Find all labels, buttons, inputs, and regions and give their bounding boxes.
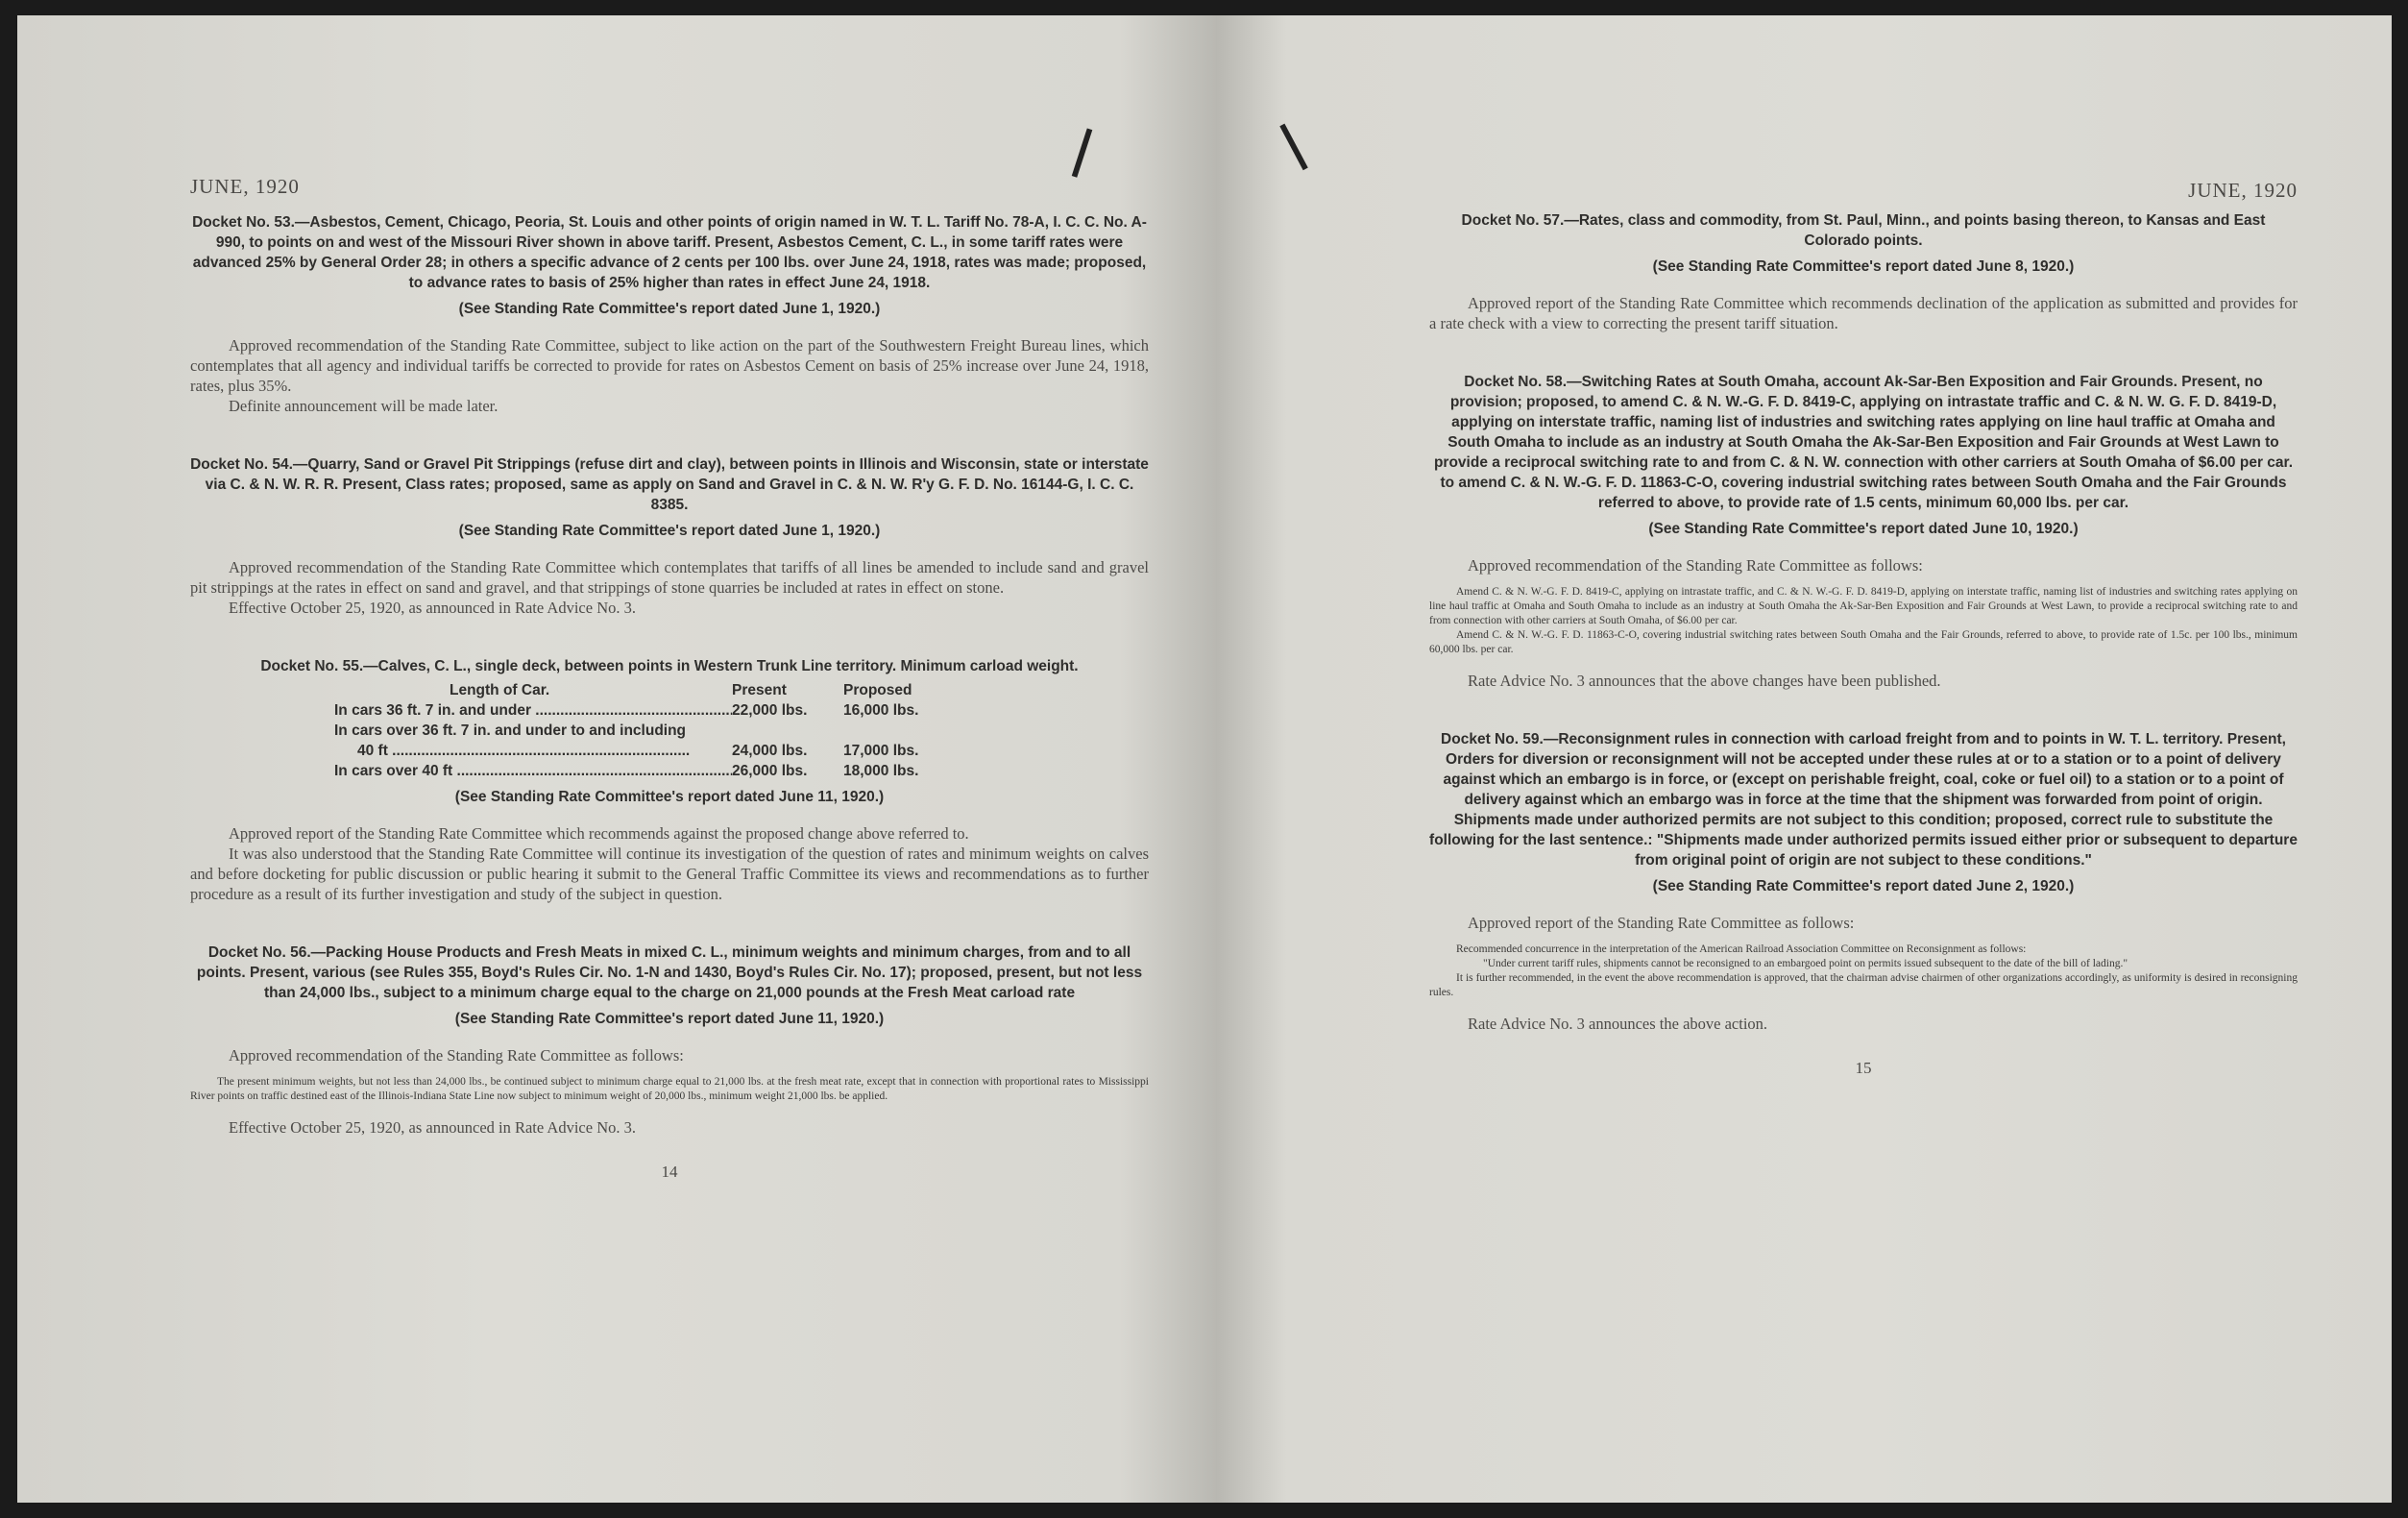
table-cell: In cars over 36 ft. 7 in. and under to and including (334, 722, 687, 739)
docket-body: Approved report of the Standing Rate Committee which recommends declination of the application as submitted and provides for a rate check with a view to correcting the present tariff situation. (1429, 294, 2298, 332)
docket-heading: Docket No. 53.—Asbestos, Cement, Chicago, Peoria, St. Louis and other points of origin named in W. T. L. Tariff No. 78-A, I. C. C. No. A-990, to points on and west of the Missouri River shown in above tariff. Present, Asbestos Cement, C. L., in some tariff rates were advanced 25% by General Order 28; in others a specific advance of 2 cents per 100 lbs. over June 24, 1918, rates was made; proposed, to advance rates to basis of 25% higher than rates in effect June 24, 1918. (192, 214, 1147, 291)
docket-57 (1429, 210, 2298, 333)
docket-body: Approved recommendation of the Standing Rate Committee as follows: (229, 1046, 684, 1065)
document-spread (17, 15, 2392, 1503)
table-cell: In cars over 40 ft ..... (334, 761, 732, 781)
table-cell: 22,000 lbs. (732, 702, 808, 719)
docket-closing: Rate Advice No. 3 announces that the above changes have been published. (1468, 672, 1941, 690)
table-cell: 40 ft ..... (334, 741, 732, 761)
table-header: Length of Car. (450, 682, 550, 698)
recommendation-detail: The present minimum weights, but not less than 24,000 lbs., be continued subject to minimum charge equal to 21,000 lbs. at the fresh meat rate, except that in connection with proportional rates to Mississippi River points on traffic destined east of the Illinois-Indiana State Line now subject to minimum weight of 20,000 lbs., minimum weight 21,000 lbs. be applied. (190, 1076, 1149, 1102)
docket-heading: Docket No. 58.—Switching Rates at South Omaha, account Ak-Sar-Ben Exposition and Fair Grounds. Present, no provision; proposed, to amend C. & N. W.-G. F. D. 8419-C, applying on intrastate traffic and C. & N. W. G. F. D. 8419-D, applying on interstate traffic, naming list of industries and switching rates applying on line haul traffic at Omaha and South Omaha to include as an industry at South Omaha the Ak-Sar-Ben Exposition and Fair Grounds at West Lawn to provide a reciprocal switching rate to and from C. & N. W. connection with other carriers at South Omaha of $6.00 per car. to amend C. & N. W.-G. F. D. 11863-C-O, covering industrial switching rates between South Omaha and the Fair Grounds referred to above, to provide rate of 1.5 cents, minimum 60,000 lbs. per car. (1433, 374, 2294, 511)
docket-body: Approved report of the Standing Rate Committee as follows: (1468, 914, 1855, 932)
table-cell: 17,000 lbs. (843, 743, 919, 759)
table-row (334, 741, 949, 761)
committee-reference: (See Standing Rate Committee's report dated June 11, 1920.) (454, 789, 885, 805)
docket-body: Approved recommendation of the Standing Rate Committee, subject to like action on the part of the Southwestern Freight Bureau lines, which contemplates that all agency and individual tariffs be corrected to provide for rates on Asbestos Cement on basis of 25% increase over June 24, 1918, rates, plus 35%. Definite announcement will be made later. (190, 336, 1149, 415)
registration-mark: | (1271, 114, 1314, 174)
docket-closing: Rate Advice No. 3 announces the above action. (1468, 1015, 1768, 1033)
table-cell (732, 721, 838, 741)
table-cell: 24,000 lbs. (732, 743, 808, 759)
running-head: JUNE, 1920 (2188, 179, 2298, 202)
docket-heading: Docket No. 59.—Reconsignment rules in connection with carload freight from and to points in W. T. L. territory. Present, Orders for diversion or reconsignment will not be accepted under these rules at or to a station or to a point of delivery against which an embargo is in force, or (except on perishable freight, coal, coke or fuel oil) to a station or to a point of delivery against which an embargo was in force at the time that the shipment was forwarded from point of origin. Shipments made under authorized permits are not subject to this condition; proposed, correct rule to substitute the following for the last sentence.: "Shipments made under authorized permits issued either prior or subsequent to departure from original point of origin are not subject to these conditions." (1429, 731, 2298, 869)
page-number: 14 (661, 1163, 678, 1181)
recommendation-detail: Recommended concurrence in the interpretation of the American Railroad Association Committee on Reconsignment as follows: "Under current tariff rules, shipments cannot be reconsigned to an embargoed point on permits issued subsequent to the date of the bill of lading." It is further recommended, in the event the above recommendation is approved, that the chairman advise chairmen of other organizations accordingly, as uniformity is desired in reconsigning rules. (1429, 943, 2298, 998)
docket-body: Approved recommendation of the Standing Rate Committee as follows: (1468, 556, 1923, 575)
minimum-weight-table (334, 680, 949, 781)
docket-58 (1429, 372, 2298, 691)
committee-reference: (See Standing Rate Committee's report dated June 10, 1920.) (1648, 521, 2079, 537)
committee-reference: (See Standing Rate Committee's report dated June 8, 1920.) (1652, 258, 2075, 275)
committee-reference: (See Standing Rate Committee's report dated June 2, 1920.) (1652, 878, 2075, 894)
docket-heading: Docket No. 56.—Packing House Products and Fresh Meats in mixed C. L., minimum weights and minimum charges, from and to all points. Present, various (see Rules 355, Boyd's Rules Cir. No. 1-N and 1430, Boyd's Rules Cir. No. 17); proposed, present, but not less than 24,000 lbs., subject to a minimum charge equal to the charge on 21,000 pounds at the Fresh Meat carload rate (196, 944, 1143, 1001)
docket-heading: Docket No. 55.—Calves, C. L., single deck, between points in Western Trunk Line territory. Minimum carload weight. (260, 658, 1079, 674)
docket-59 (1429, 729, 2298, 1034)
docket-closing: Effective October 25, 1920, as announced in Rate Advice No. 3. (229, 1118, 636, 1137)
table-cell: 18,000 lbs. (843, 763, 919, 779)
committee-reference: (See Standing Rate Committee's report dated June 11, 1920.) (454, 1011, 885, 1027)
table-cell: In cars 36 ft. 7 in. and under ..... (334, 700, 732, 721)
table-row (334, 761, 949, 781)
table-cell (838, 721, 949, 741)
docket-53 (190, 212, 1149, 416)
docket-55 (190, 656, 1149, 904)
table-header: Proposed (843, 682, 912, 698)
recommendation-detail: Amend C. & N. W.-G. F. D. 8419-C, applying on intrastate traffic, and C. & N. W.-G. F. D. 8419-D, applying on interstate traffic, naming list of industries and switching rates applying on line haul traffic at Omaha and South Omaha to include as an industry at South Omaha the Ak-Sar-Ben Exposition and Fair Grounds at West Lawn, to provide a reciprocal switching rate to and from connection with other carriers at South Omaha, of $6.00 per car. Amend C. & N. W.-G. F. D. 11863-C-O, covering industrial switching rates between South Omaha and the Fair Grounds, referred to above, to provide rate of 1.5c. per 100 lbs., minimum 60,000 lbs. per car. (1429, 586, 2298, 655)
docket-56 (190, 943, 1149, 1138)
table-header: Present (732, 682, 787, 698)
registration-mark: | (1065, 119, 1101, 181)
left-page (17, 15, 1216, 1503)
docket-body: Approved recommendation of the Standing Rate Committee which contemplates that tariffs of all lines be amended to include sand and gravel pit strippings at the rates in effect on sand and gravel, and that strippings of stone quarries be included at rates in effect on stone. Effective October 25, 1920, as announced in Rate Advice No. 3. (190, 558, 1149, 617)
table-header-row (334, 680, 949, 700)
committee-reference: (See Standing Rate Committee's report dated June 1, 1920.) (458, 523, 881, 539)
docket-body: Approved report of the Standing Rate Committee which recommends against the proposed change above referred to. It was also understood that the Standing Rate Committee will continue its investigation of the question of rates and minimum weights on calves and before docketing for public discussion or public hearing it submit to the General Traffic Committee its views and recommendations as to further procedure as a result of its further investigation and study of the subject in question. (190, 824, 1149, 903)
right-page (1216, 15, 2392, 1503)
running-head: JUNE, 1920 (190, 175, 300, 198)
table-cell: 16,000 lbs. (843, 702, 919, 719)
table-cell: 26,000 lbs. (732, 763, 808, 779)
page-number: 15 (1855, 1059, 1872, 1077)
table-row (334, 700, 949, 721)
docket-heading: Docket No. 57.—Rates, class and commodity, from St. Paul, Minn., and points basing thereon, to Kansas and East Colorado points. (1461, 212, 2266, 249)
docket-heading: Docket No. 54.—Quarry, Sand or Gravel Pit Strippings (refuse dirt and clay), between points in Illinois and Wisconsin, state or interstate via C. & N. W. R. R. Present, Class rates; proposed, same as apply on Sand and Gravel in C. & N. W. R'y G. F. D. No. 16144-G, I. C. C. 8385. (190, 456, 1149, 513)
docket-54 (190, 454, 1149, 618)
table-row (334, 721, 949, 741)
committee-reference: (See Standing Rate Committee's report dated June 1, 1920.) (458, 301, 881, 317)
